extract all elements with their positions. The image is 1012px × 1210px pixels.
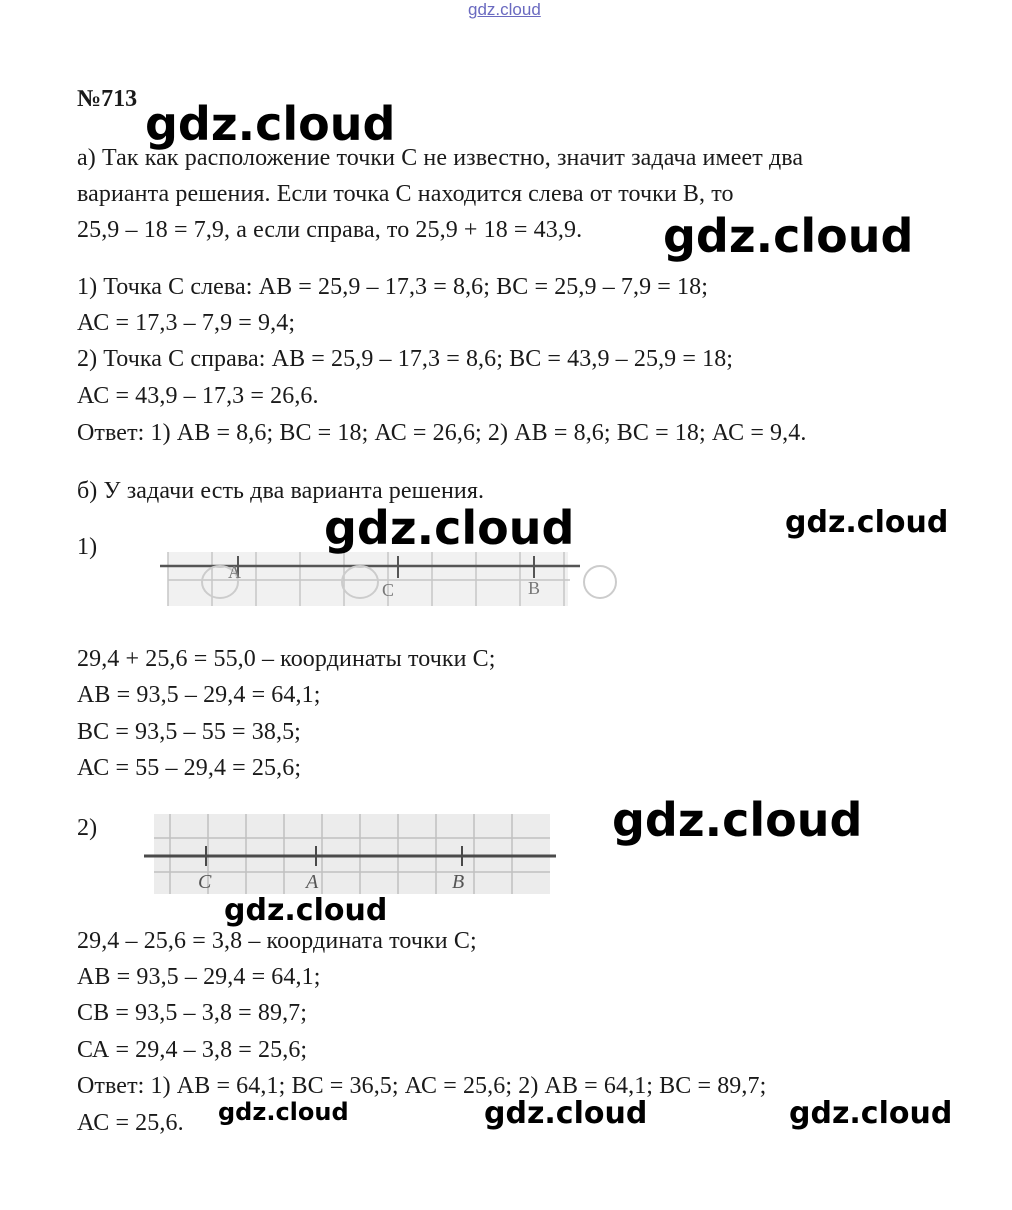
case2-point-b: В [452, 871, 465, 893]
part-a-answer: Ответ: 1) АВ = 8,6; ВС = 18; АС = 26,6; 2) АВ = 8,6; ВС = 18; АС = 9,4. [77, 420, 807, 446]
case2-number-line-sketch [140, 808, 560, 898]
case1-line-1: 29,4 + 25,6 = 55,0 – координаты точки С; [77, 646, 496, 672]
part-b-intro: б) У задачи есть два варианта решения. [77, 478, 485, 504]
case2-point-a: А [306, 871, 319, 893]
task-number: №713 [77, 86, 138, 112]
watermark: gdz.cloud [145, 97, 396, 151]
final-answer-line-2: АС = 25,6. [77, 1110, 184, 1136]
part-a-line-5: АС = 17,3 – 7,9 = 9,4; [77, 310, 296, 336]
case2-label: 2) [77, 815, 98, 841]
case1-point-a: А [228, 562, 241, 582]
watermark: gdz.cloud [789, 1096, 953, 1131]
case2-line-1: 29,4 – 25,6 = 3,8 – координата точки С; [77, 928, 477, 954]
watermark: gdz.cloud [484, 1096, 648, 1131]
watermark: gdz.cloud [612, 793, 863, 847]
case1-point-b: В [528, 578, 541, 598]
case1-line-4: АС = 55 – 29,4 = 25,6; [77, 755, 302, 781]
watermark: gdz.cloud [785, 505, 949, 540]
part-a-line-3: 25,9 – 18 = 7,9, а если справа, то 25,9 + 18 = 43,9. [77, 217, 583, 243]
part-a-line-7: АС = 43,9 – 17,3 = 26,6. [77, 383, 319, 409]
site-link[interactable]: gdz.cloud [468, 0, 541, 19]
final-answer-line-1: Ответ: 1) АВ = 64,1; ВС = 36,5; АС = 25,6; 2) АВ = 64,1; ВС = 89,7; [77, 1073, 767, 1099]
watermark: gdz.cloud [663, 209, 914, 263]
part-a-line-6: 2) Точка С справа: АВ = 25,9 – 17,3 = 8,6; ВС = 43,9 – 25,9 = 18; [77, 346, 734, 372]
case1-number-line-sketch [160, 548, 630, 610]
case2-line-4: СА = 29,4 – 3,8 = 25,6; [77, 1037, 308, 1063]
part-a-line-1: а) Так как расположение точки С не известно, значит задача имеет два [77, 145, 804, 171]
case1-line-2: АВ = 93,5 – 29,4 = 64,1; [77, 682, 321, 708]
part-a-line-2: варианта решения. Если точка С находится слева от точки В, то [77, 181, 734, 207]
case2-line-2: АВ = 93,5 – 29,4 = 64,1; [77, 964, 321, 990]
part-a-line-4: 1) Точка С слева: АВ = 25,9 – 17,3 = 8,6; ВС = 25,9 – 7,9 = 18; [77, 274, 709, 300]
watermark: gdz.cloud [324, 501, 575, 555]
case2-line-3: СВ = 93,5 – 3,8 = 89,7; [77, 1000, 308, 1026]
case1-line-3: ВС = 93,5 – 55 = 38,5; [77, 719, 301, 745]
watermark: gdz.cloud [224, 893, 388, 928]
watermark: gdz.cloud [218, 1098, 349, 1126]
case1-point-c: С [382, 580, 395, 600]
case2-point-c: С [198, 871, 212, 893]
case1-label: 1) [77, 534, 98, 560]
